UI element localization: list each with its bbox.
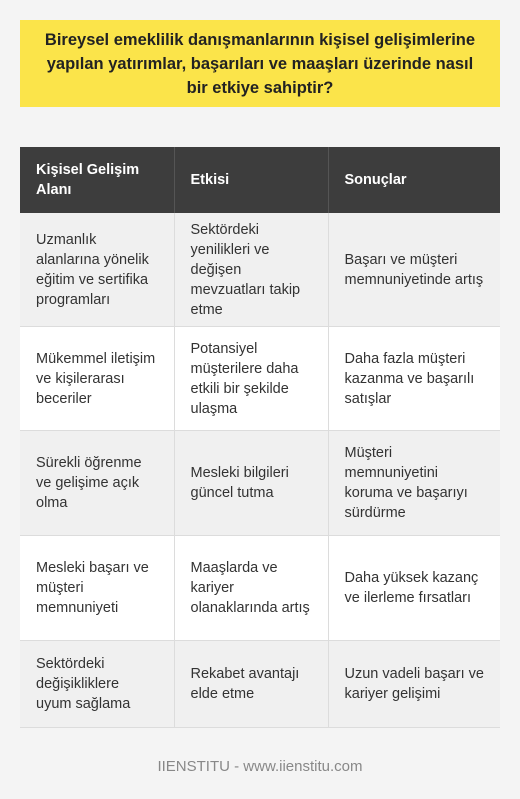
table-cell: Maaşlarda ve kariyer olanaklarında artış <box>174 536 328 641</box>
table-cell: Rekabet avantajı elde etme <box>174 641 328 728</box>
table-cell: Uzmanlık alanlarına yönelik eğitim ve sertifika programları <box>20 213 174 327</box>
header-cell-effect: Etkisi <box>174 147 328 213</box>
table-cell: Mesleki bilgileri güncel tutma <box>174 431 328 536</box>
footer-credit: IIENSTITU - www.iienstitu.com <box>157 758 363 775</box>
table-cell: Daha yüksek kazanç ve ilerleme fırsatları <box>328 536 500 641</box>
table-cell: Potansiyel müşterilere daha etkili bir şekilde ulaşma <box>174 327 328 431</box>
table-row <box>20 431 500 536</box>
table-row <box>20 536 500 641</box>
header-cell-area: Kişisel Gelişim Alanı <box>20 147 174 213</box>
table-cell: Başarı ve müşteri memnuniyetinde artış <box>328 213 500 327</box>
table-cell: Daha fazla müşteri kazanma ve başarılı satışlar <box>328 327 500 431</box>
table-cell: Sürekli öğrenme ve gelişime açık olma <box>20 431 174 536</box>
table-container <box>20 147 500 728</box>
table-row <box>20 213 500 327</box>
table-cell: Sektördeki yenilikleri ve değişen mevzuatları takip etme <box>174 213 328 327</box>
table-cell: Müşteri memnuniyetini koruma ve başarıyı sürdürme <box>328 431 500 536</box>
table-cell: Mükemmel iletişim ve kişilerarası beceriler <box>20 327 174 431</box>
table-cell: Mesleki başarı ve müşteri memnuniyeti <box>20 536 174 641</box>
table-row <box>20 641 500 728</box>
title-banner <box>20 20 500 107</box>
table-header-row <box>20 147 500 213</box>
table-row <box>20 327 500 431</box>
page-title: Bireysel emeklilik danışmanlarının kişisel gelişimlerine yapılan yatırımlar, başarıları ve maaşları üzerinde nasıl bir etkiye sahiptir? <box>44 30 476 97</box>
header-cell-results: Sonuçlar <box>328 147 500 213</box>
table-cell: Uzun vadeli başarı ve kariyer gelişimi <box>328 641 500 728</box>
table-cell: Sektördeki değişikliklere uyum sağlama <box>20 641 174 728</box>
comparison-table <box>20 147 500 728</box>
